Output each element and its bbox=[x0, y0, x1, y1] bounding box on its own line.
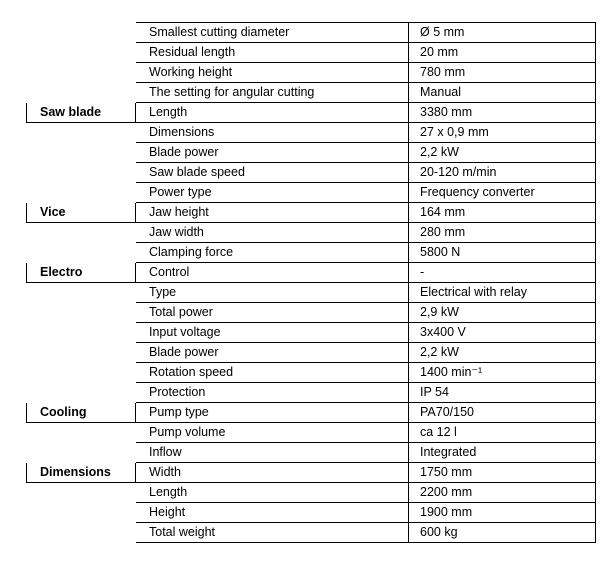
section-label bbox=[27, 23, 136, 43]
property-cell: Blade power bbox=[136, 343, 409, 363]
value-cell: 3x400 V bbox=[409, 323, 596, 343]
table-row bbox=[27, 43, 596, 63]
table-row bbox=[27, 343, 596, 363]
property-cell: Length bbox=[136, 483, 409, 503]
section-label bbox=[27, 443, 136, 463]
spec-table bbox=[26, 22, 596, 543]
table-row bbox=[27, 223, 596, 243]
property-cell: Dimensions bbox=[136, 123, 409, 143]
section-label bbox=[27, 43, 136, 63]
value-cell: - bbox=[409, 263, 596, 283]
value-cell: 780 mm bbox=[409, 63, 596, 83]
value-cell: 3380 mm bbox=[409, 103, 596, 123]
section-label bbox=[27, 483, 136, 503]
section-label bbox=[27, 63, 136, 83]
value-cell: Ø 5 mm bbox=[409, 23, 596, 43]
table-row bbox=[27, 83, 596, 103]
section-label bbox=[27, 223, 136, 243]
table-row bbox=[27, 503, 596, 523]
value-cell: 2,9 kW bbox=[409, 303, 596, 323]
table-row bbox=[27, 63, 596, 83]
section-label bbox=[27, 363, 136, 383]
value-cell: 2,2 kW bbox=[409, 143, 596, 163]
value-cell: 600 kg bbox=[409, 523, 596, 543]
table-row bbox=[27, 303, 596, 323]
value-cell: PA70/150 bbox=[409, 403, 596, 423]
table-row bbox=[27, 423, 596, 443]
property-cell: Protection bbox=[136, 383, 409, 403]
value-cell: 164 mm bbox=[409, 203, 596, 223]
table-row bbox=[27, 383, 596, 403]
table-row bbox=[27, 483, 596, 503]
table-row bbox=[27, 203, 596, 223]
table-row bbox=[27, 443, 596, 463]
value-cell: 27 x 0,9 mm bbox=[409, 123, 596, 143]
property-cell: Smallest cutting diameter bbox=[136, 23, 409, 43]
section-label bbox=[27, 163, 136, 183]
property-cell: Saw blade speed bbox=[136, 163, 409, 183]
value-cell: 1900 mm bbox=[409, 503, 596, 523]
value-cell: 2200 mm bbox=[409, 483, 596, 503]
table-row bbox=[27, 103, 596, 123]
section-label: Electro bbox=[27, 263, 136, 283]
section-label bbox=[27, 503, 136, 523]
table-row bbox=[27, 23, 596, 43]
section-label bbox=[27, 323, 136, 343]
value-cell: Frequency converter bbox=[409, 183, 596, 203]
table-row bbox=[27, 403, 596, 423]
table-row bbox=[27, 123, 596, 143]
section-label bbox=[27, 283, 136, 303]
table-row bbox=[27, 243, 596, 263]
value-cell: Integrated bbox=[409, 443, 596, 463]
table-row bbox=[27, 463, 596, 483]
property-cell: Pump type bbox=[136, 403, 409, 423]
value-cell: 1400 min⁻¹ bbox=[409, 363, 596, 383]
section-label bbox=[27, 523, 136, 543]
property-cell: Pump volume bbox=[136, 423, 409, 443]
value-cell: IP 54 bbox=[409, 383, 596, 403]
property-cell: Height bbox=[136, 503, 409, 523]
value-cell: 5800 N bbox=[409, 243, 596, 263]
property-cell: Power type bbox=[136, 183, 409, 203]
value-cell: ca 12 l bbox=[409, 423, 596, 443]
section-label bbox=[27, 383, 136, 403]
table-row bbox=[27, 263, 596, 283]
value-cell: 2,2 kW bbox=[409, 343, 596, 363]
property-cell: Inflow bbox=[136, 443, 409, 463]
section-label bbox=[27, 303, 136, 323]
section-label: Vice bbox=[27, 203, 136, 223]
spec-table-body bbox=[27, 23, 596, 543]
table-row bbox=[27, 143, 596, 163]
property-cell: Clamping force bbox=[136, 243, 409, 263]
property-cell: Working height bbox=[136, 63, 409, 83]
value-cell: 280 mm bbox=[409, 223, 596, 243]
section-label bbox=[27, 243, 136, 263]
section-label: Cooling bbox=[27, 403, 136, 423]
value-cell: 1750 mm bbox=[409, 463, 596, 483]
property-cell: The setting for angular cutting bbox=[136, 83, 409, 103]
property-cell: Type bbox=[136, 283, 409, 303]
table-row bbox=[27, 183, 596, 203]
section-label bbox=[27, 123, 136, 143]
property-cell: Total weight bbox=[136, 523, 409, 543]
property-cell: Length bbox=[136, 103, 409, 123]
section-label bbox=[27, 143, 136, 163]
value-cell: 20-120 m/min bbox=[409, 163, 596, 183]
value-cell: 20 mm bbox=[409, 43, 596, 63]
property-cell: Control bbox=[136, 263, 409, 283]
property-cell: Residual length bbox=[136, 43, 409, 63]
section-label bbox=[27, 343, 136, 363]
property-cell: Total power bbox=[136, 303, 409, 323]
table-row bbox=[27, 283, 596, 303]
section-label bbox=[27, 183, 136, 203]
property-cell: Input voltage bbox=[136, 323, 409, 343]
property-cell: Blade power bbox=[136, 143, 409, 163]
section-label bbox=[27, 423, 136, 443]
table-row bbox=[27, 363, 596, 383]
section-label: Dimensions bbox=[27, 463, 136, 483]
property-cell: Rotation speed bbox=[136, 363, 409, 383]
property-cell: Jaw height bbox=[136, 203, 409, 223]
value-cell: Electrical with relay bbox=[409, 283, 596, 303]
table-row bbox=[27, 163, 596, 183]
table-row bbox=[27, 323, 596, 343]
property-cell: Width bbox=[136, 463, 409, 483]
table-row bbox=[27, 523, 596, 543]
value-cell: Manual bbox=[409, 83, 596, 103]
section-label: Saw blade bbox=[27, 103, 136, 123]
section-label bbox=[27, 83, 136, 103]
property-cell: Jaw width bbox=[136, 223, 409, 243]
